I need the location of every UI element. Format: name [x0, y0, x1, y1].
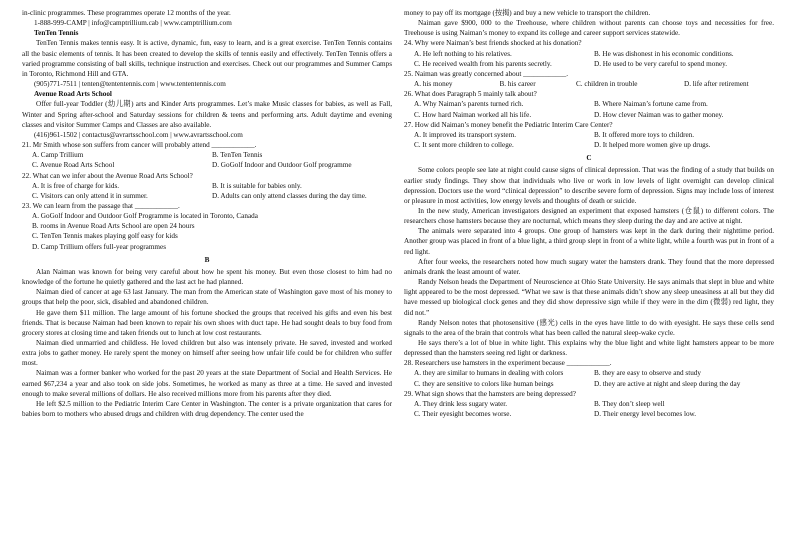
- question-28: [404, 358, 774, 388]
- tenten-contact: (905)771-7511 | tenten@tententennis.com | www.tententennis.com: [34, 80, 226, 89]
- passage-c-paragraph: Randy Nelson heads the Department of Neuroscience at Ohio State University. He says animals that slept in blue and white light appeared to be the most depressed. “What we saw is that these animals didn’t show any sleep uneasiness at all but they did have messed up biological clock genes and they did show depressive sign while if they were in the dim (微弱) red light, they did not.”: [404, 278, 774, 317]
- option-d: D. Their energy level becomes low.: [594, 410, 697, 419]
- passage-b-paragraph: Alan Naiman was known for being very careful about how he spent his money. But even those closest to him had no knowledge of the fortune he quietly gathered and the last act he had planned.: [22, 267, 392, 287]
- tenten-body: TenTen Tennis makes tennis easy. It is active, dynamic, fun, easy to learn, and is a great exercise. TenTen Tennis contains all the basic elements of tennis. It has been created to develop the skills of tennis easily and effectively. TenTen Tennis offers a varied programme consisting of ball skills, technique instruction and exercises. Check out our programmes and Summer Camps in Toronto, Richmond Hill and GTA.: [22, 39, 392, 78]
- option-a: A. It improved its transport system.: [414, 130, 517, 139]
- question-21: [22, 140, 392, 170]
- passage-b-paragraph: He left $2.5 million to the Pediatric Interim Care Center in Washington. The center is a private organization that cares for babies born to mothers who abused drugs and children with drug dependency. The center used the: [22, 399, 392, 419]
- option-c: C. How hard Naiman worked all his life.: [414, 110, 532, 119]
- question-stem: 26. What does Paragraph 5 mainly talk about?: [404, 90, 537, 99]
- avenue-body: Offer full-year Toddler (幼儿期) arts and Kinder Arts programmes. Let’s make Music classes for babies, as well as Fall, Winter and Spring after-school and Saturday sessions for children & teens and performing arts. Adult daytime and evening classes and visitor Summer Camps and Classes are also available.: [22, 100, 392, 129]
- question-22: [22, 171, 392, 201]
- passage-b-paragraph: Naiman was a former banker who worked for the past 20 years at the state Department of Social and Health Services. He earned $67,234 a year and also took on side jobs. Sometimes, he worked as many as three at a time. He saved and invested enough to make several millions of dollars. He also received millions more from his parents after they died.: [22, 369, 392, 398]
- option-d: D. they are active at night and sleep during the day: [594, 379, 741, 388]
- passage-c-paragraph: Randy Nelson notes that photosensitive (感光) cells in the eyes have little to do with eyesight. He says these cells send signals to the area of the brain that controls what has been called the natural sleep-wake cycle.: [404, 318, 774, 337]
- option-d: D. It helped more women give up drugs.: [594, 141, 711, 150]
- option-a: A. It is free of charge for kids.: [32, 181, 120, 190]
- passage-b-paragraph: Naiman died unmarried and childless. He loved children but also was intensely private. He saved, invested and worked extra jobs to gather money. He rarely spent the money on himself after seeing how unfair life could be for children who suffer most.: [22, 339, 392, 368]
- option-b: B. rooms in Avenue Road Arts School are open 24 hours: [32, 222, 195, 231]
- option-b: B. He was dishonest in his economic conditions.: [594, 49, 734, 58]
- question-stem: 29. What sign shows that the hamsters are being depressed?: [404, 389, 576, 398]
- option-a: A. He left nothing to his relatives.: [414, 49, 512, 58]
- question-stem: 27. How did Naiman’s money benefit the Pediatric Interim Care Center?: [404, 120, 613, 129]
- option-d: D. life after retirement: [684, 80, 749, 89]
- question-23: [22, 201, 392, 252]
- option-a: A. They drink less sugary water.: [414, 399, 508, 408]
- left-column: [22, 8, 392, 419]
- passage-c-paragraph: After four weeks, the researchers noted how much sugary water the hamsters drank. They found that the more depressed animals drank the least amount of water.: [404, 257, 774, 276]
- option-c: C. Avenue Road Arts School: [32, 161, 115, 170]
- question-stem: 22. What can we infer about the Avenue Road Arts School?: [22, 171, 193, 180]
- option-a: A. Camp Trillium: [32, 151, 84, 160]
- question-stem: 24. Why were Naiman’s best friends shocked at his donation?: [404, 39, 582, 48]
- question-27: [404, 120, 774, 150]
- option-b: B. his career: [499, 80, 536, 89]
- option-c: C. they are sensitive to colors like human beings: [414, 379, 554, 388]
- option-a: A. his money: [414, 80, 453, 89]
- question-stem: 28. Researchers use hamsters in the experiment because ____________.: [404, 359, 612, 368]
- tenten-title: TenTen Tennis: [34, 29, 79, 38]
- passage-c-paragraph: In the new study, American investigators designed an experiment that exposed hamsters (仓鼠) to different colors. The researchers chose hamsters because they are nocturnal, which means they sleep during the day and are active at night.: [404, 206, 774, 226]
- question-25: [404, 69, 774, 89]
- question-29: [404, 389, 774, 419]
- passage-b-paragraph: He gave them $11 million. The large amount of his fortune shocked the groups that received his gifts and even his best friends. That is because Naiman had been known to repair his own shoes with duct tape. He had sought deals to buy food from grocery stores at closing time and taken friends out to lunch at low cost restaurants.: [22, 308, 392, 337]
- option-d: D. How clever Naiman was to gather money.: [594, 110, 724, 119]
- question-24: [404, 38, 774, 68]
- option-a: A. Why Naiman’s parents turned rich.: [414, 100, 524, 109]
- passage-b-paragraph: Naiman died of cancer at age 63 last January. The man from the American state of Washington gave most of his money to groups that help the poor, sick, disabled and abandoned children.: [22, 288, 392, 307]
- avenue-contact: (416)961-1502 | contactus@avrartsschool.com | www.avrartsschool.com: [34, 130, 243, 139]
- passage-b-paragraph: Naiman gave $900, 000 to the Treehouse, where children without parents can choose toys and necessities for free. Treehouse is using Naiman’s money to expand its college and career support services statewide.: [404, 19, 774, 38]
- passage-c-paragraph: Some colors people see late at night could cause signs of clinical depression. That was the finding of a study that builds on earlier study findings. They show that individuals who live or work in low levels of light overnight can develop clinical depression. Doctors use the word “clinical depression” to describe severe form of depression. Signs may include loss of interest or pleasure in most activities, low energy levels and thoughts of death or suicide.: [404, 166, 774, 205]
- option-c: C. Visitors can only attend it in summer.: [32, 191, 148, 200]
- question-26: [404, 89, 774, 119]
- right-column: [404, 8, 774, 419]
- option-b: B. It offered more toys to children.: [594, 130, 695, 139]
- option-c: C. Their eyesight becomes worse.: [414, 410, 512, 419]
- option-a: A. GoGolf Indoor and Outdoor Golf Programme is located in Toronto, Canada: [32, 212, 258, 221]
- section-c-heading: C: [586, 154, 592, 163]
- question-stem: 23. We can learn from the passage that ____________.: [22, 201, 180, 210]
- option-b: B. They don’t sleep well: [594, 399, 665, 408]
- passage-b-continuation: money to pay off its mortgage (按揭) and buy a new vehicle to transport the children.: [404, 9, 651, 17]
- option-d: D. GoGolf Indoor and Outdoor Golf programme: [212, 161, 352, 170]
- option-d: D. Adults can only attend classes during the day time.: [212, 191, 367, 200]
- option-b: B. It is suitable for babies only.: [212, 181, 302, 190]
- passage-c-paragraph: The animals were separated into 4 groups. One group of hamsters was kept in the dark during their nighttime period. Another group was placed in front of a blue light, a third group slept in front of a white light, while a fourth was put in front of a red light.: [404, 227, 774, 256]
- question-stem: 25. Naiman was greatly concerned about ____________.: [404, 69, 569, 78]
- option-d: D. He used to be very careful to spend money.: [594, 59, 728, 68]
- question-stem: 21. Mr Smith whose son suffers from cancer will probably attend ____________.: [22, 141, 257, 150]
- option-b: B. they are easy to observe and study: [594, 369, 701, 378]
- camp-contact: 1-888-999-CAMP | info@camptrillium.cab | www.camptrillium.com: [34, 19, 232, 28]
- clinic-tail-text: in-clinic programmes. These programmes operate 12 months of the year.: [22, 9, 231, 17]
- option-d: D. Camp Trillium offers full-year programmes: [32, 242, 167, 251]
- option-c: C. He received wealth from his parents secretly.: [414, 59, 552, 68]
- option-c: C. It sent more children to college.: [414, 141, 514, 150]
- option-b: B. Where Naiman’s fortune came from.: [594, 100, 708, 109]
- section-b-heading: B: [204, 255, 210, 264]
- option-c: C. children in trouble: [576, 80, 638, 89]
- option-b: B. TenTen Tennis: [212, 151, 263, 160]
- passage-c-paragraph: He says there’s a lot of blue in white light. This explains why the blue light and white light hamsters appear to be more depressed than the hamsters seeing red light or darkness.: [404, 339, 774, 358]
- option-a: A. they are similar to humans in dealing with colors: [414, 369, 564, 378]
- avenue-title: Avenue Road Arts School: [34, 90, 112, 99]
- option-c: C. TenTen Tennis makes playing golf easy for kids: [32, 232, 178, 241]
